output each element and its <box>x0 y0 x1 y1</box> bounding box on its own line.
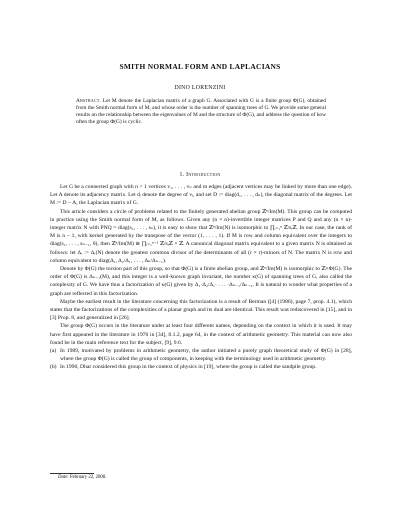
list-item-label: (b) <box>50 364 57 371</box>
paragraph: Maybe the earliest result in the literature concerning this factorization is a result of Berman ([4] (1986), page 7, prop. 4.1), which states that the factorizations of the complexities of a planar graph and its dual are identical. This result was rediscovered in [15], and in [3] Prop. 8, and generalized in [26]. <box>50 298 352 322</box>
list-item-text: In 1989, motivated by problems in arithmetic geometry, the author initiated a purely graph theoretical study of Φ(G) in [28], where the group Φ(G) is called the group of components, in keeping with the terminology used in arithmetic geometry. <box>60 348 352 363</box>
list-item <box>50 347 352 363</box>
paragraph: The group Φ(G) occurs in the literature under at least four different names, depending on the context in which it is used. It may have first appeared in the literature in 1970 in [34], 8.1.2, page 64, in the context of arithmetic geometry. This material can now also found be in the main reference text for the subject, [9], 9.6. <box>50 323 352 346</box>
paragraph: Denote by Φ(G) the torsion part of this group, so that Φ(G) is a finite abelian group, and ℤⁿ/Im(M) is isomorphic to ℤ×Φ(G). The order of Φ(G) is Δₙ₋₁(M), and this integer is a well-known graph invariant, the number κ(G) of spanning trees of G, also called the complexity of G. We have thus a factorization of κ(G) given by Δ₁·Δ₂/Δ₁· . . . ·Δₙ₋₁/Δₙ₋₂. It is natural to wonder what properties of a graph are reflected in this factorization. <box>50 266 352 297</box>
author-name: DINO LORENZINI <box>174 85 226 91</box>
abstract-label: Abstract. <box>76 98 102 104</box>
abstract <box>76 98 326 126</box>
list-item <box>50 363 352 371</box>
list-item-text: In 1990, Dhar considered this group in the context of physics in [19], where the group is called the sandpile group. <box>60 364 317 371</box>
paragraph: Let G be a connected graph with n > 1 vertices v₁, . . . , vₙ and m edges (adjacent vertices may be linked by more than one edge). Let A denote its adjacency matrix. Let dᵢ denote the degree of vᵢ, and set D := diag(d₁, . . . , dₙ), the diagonal matrix of the degrees. Let M := D − A, the Laplacian matrix of G. <box>50 184 352 207</box>
abstract-text: Let M denote the Laplacian matrix of a graph G. Associated with G is a finite group Φ(G), obtained from the Smith normal form of M, and whose order is the number of spanning trees of G. We provide some general results on the relationship between the eigenvalues of M and the structure of Φ(G), and address the question of how often the group Φ(G) is cyclic. <box>76 98 326 126</box>
section-heading: 1. Introduction <box>179 172 221 178</box>
footnote <box>58 475 106 480</box>
footnote-label: Date <box>58 475 68 480</box>
paragraph: This article considers a circle of problems related to the finitely generated abelian group ℤⁿ/Im(M). This group can be computed in practice using the Smith normal form of M, as follows. Given any (n × n)-invertible integer matrices P and Q and any (n × n)-integer matrix N with PNQ = diag(s₁, . . . , sₙ), it is easy to show that ℤⁿ/Im(N) is isomorphic to ∏ᵢ₌₁ⁿ ℤ/sᵢℤ. In our case, the rank of M is n − 1, with kernel generated by the transpose of the vector (1, . . . , 1). If M is row and column equivalent over the integers to diag(s₁, . . . , sₙ₋₁, 0), then ℤⁿ/Im(M) ≅ ∏ᵢ₌₁ⁿ⁻¹ ℤ/sᵢℤ × ℤ. A canonical diagonal matrix equivalent to a given matrix N is obtained as follows: let Δᵣ := Δᵣ(N) denote the greatest common divisor of the determinants of all (r × r)-minors of N. The matrix N is row and column equivalent to diag(Δ₁, Δ₂/Δ₁, . . . , Δₙ/Δₙ₋₁). <box>50 208 352 264</box>
footnote-text: : February 22, 2008. <box>67 475 107 480</box>
list-item-label: (a) <box>50 348 57 355</box>
body-text <box>50 183 352 372</box>
paper-title: SMITH NORMAL FORM AND LAPLACIANS <box>119 62 281 71</box>
footnote-rule <box>50 473 94 474</box>
